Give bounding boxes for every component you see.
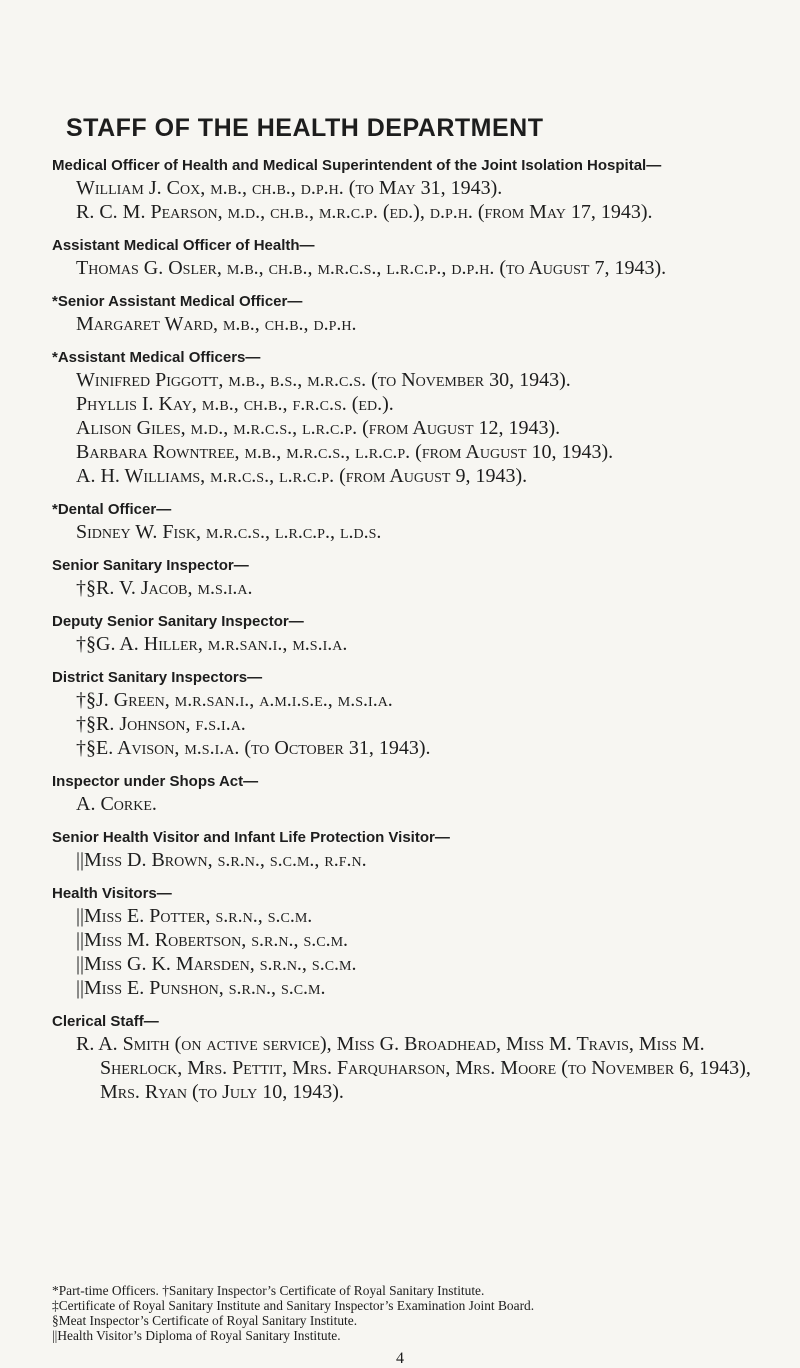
staff-entry: ||Miss D. Brown, s.r.n., s.c.m., r.f.n.: [76, 849, 367, 871]
staff-entry: A. H. Williams, m.r.c.s., l.r.c.p. (from August 9, 1943).: [76, 465, 528, 487]
section-heading-senior-health-visitor: Senior Health Visitor and Infant Life Protection Visitor—: [52, 829, 450, 846]
staff-entry: ||Miss G. K. Marsden, s.r.n., s.c.m.: [76, 953, 357, 975]
page-number: 4: [396, 1350, 404, 1367]
staff-entry: Barbara Rowntree, m.b., m.r.c.s., l.r.c.p. (from August 10, 1943).: [76, 441, 614, 463]
section-heading-district-sanitary-inspectors: District Sanitary Inspectors—: [52, 669, 263, 686]
staff-entry: ||Miss E. Potter, s.r.n., s.c.m.: [76, 905, 313, 927]
section-heading-shops-act-inspector: Inspector under Shops Act—: [52, 773, 259, 790]
staff-entry: R. A. Smith (on active service), Miss G. Broadhead, Miss M. Travis, Miss M. Sherlock, Mrs. Pettit, Mrs. Farquharson, Mrs. Moore (to November 6, 1943), Mrs. Ryan (to July 10, 1943).: [76, 1033, 751, 1103]
staff-entry: R. C. M. Pearson, m.d., ch.b., m.r.c.p. (ed.), d.p.h. (from May 17, 1943).: [76, 201, 653, 223]
staff-entry: ||Miss E. Punshon, s.r.n., s.c.m.: [76, 977, 326, 999]
staff-entry: Thomas G. Osler, m.b., ch.b., m.r.c.s., l.r.c.p., d.p.h. (to August 7, 1943).: [76, 257, 667, 279]
staff-entry: †§J. Green, m.r.san.i., a.m.i.s.e., m.s.i.a.: [76, 689, 393, 711]
footnote: ||Health Visitor’s Diploma of Royal Sanitary Institute.: [52, 1328, 341, 1343]
staff-entry: Phyllis I. Kay, m.b., ch.b., f.r.c.s. (ed.).: [76, 393, 394, 415]
staff-entry: Margaret Ward, m.b., ch.b., d.p.h.: [76, 313, 357, 335]
section-heading-dental-officer: *Dental Officer—: [52, 501, 172, 518]
staff-entry: William J. Cox, m.b., ch.b., d.p.h. (to May 31, 1943).: [76, 177, 503, 199]
staff-entry: †§G. A. Hiller, m.r.san.i., m.s.i.a.: [76, 633, 348, 655]
section-heading-assistant-officers: *Assistant Medical Officers—: [52, 349, 261, 366]
footnote: §Meat Inspector’s Certificate of Royal Sanitary Institute.: [52, 1313, 358, 1328]
footnotes: [52, 1283, 752, 1343]
section-heading-senior-assistant: *Senior Assistant Medical Officer—: [52, 293, 303, 310]
staff-entry: A. Corke.: [76, 793, 157, 815]
section-heading-deputy-sanitary-inspector: Deputy Senior Sanitary Inspector—: [52, 613, 304, 630]
staff-entry: Alison Giles, m.d., m.r.c.s., l.r.c.p. (from August 12, 1943).: [76, 417, 561, 439]
footnote: *Part-time Officers. †Sanitary Inspector’s Certificate of Royal Sanitary Institute.: [52, 1283, 485, 1298]
section-heading-clerical-staff: Clerical Staff—: [52, 1013, 159, 1030]
staff-entry: †§E. Avison, m.s.i.a. (to October 31, 1943).: [76, 737, 431, 759]
staff-entry: †§R. V. Jacob, m.s.i.a.: [76, 577, 253, 599]
staff-entry: Winifred Piggott, m.b., b.s., m.r.c.s. (to November 30, 1943).: [76, 369, 571, 391]
staff-entry: Sidney W. Fisk, m.r.c.s., l.r.c.p., l.d.s.: [76, 521, 382, 543]
section-heading-medical-officer: Medical Officer of Health and Medical Superintendent of the Joint Isolation Hospital—: [52, 157, 662, 174]
section-heading-senior-sanitary-inspector: Senior Sanitary Inspector—: [52, 557, 249, 574]
section-heading-assistant-moh: Assistant Medical Officer of Health—: [52, 237, 315, 254]
staff-list: [52, 156, 752, 1104]
staff-entry: ||Miss M. Robertson, s.r.n., s.c.m.: [76, 929, 349, 951]
section-heading-health-visitors: Health Visitors—: [52, 885, 172, 902]
page-title: STAFF OF THE HEALTH DEPARTMENT: [66, 114, 544, 142]
staff-entry: †§R. Johnson, f.s.i.a.: [76, 713, 246, 735]
footnote: ‡Certificate of Royal Sanitary Institute and Sanitary Inspector’s Examination Joint Board.: [52, 1298, 535, 1313]
